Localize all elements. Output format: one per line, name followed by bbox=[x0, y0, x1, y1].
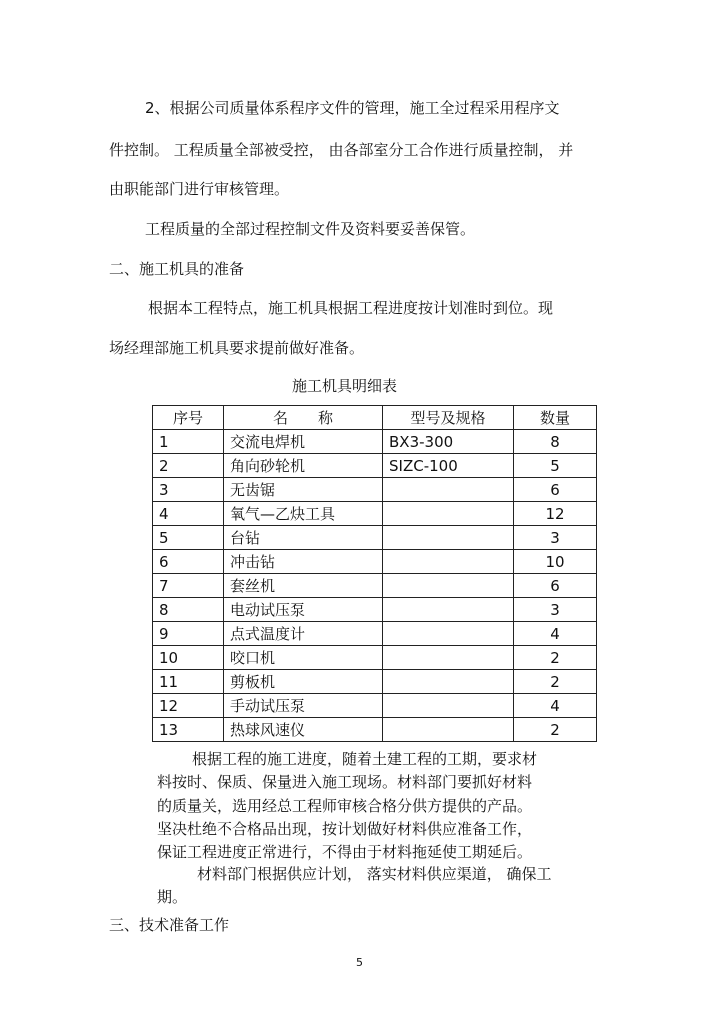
cell-name: 咬口机 bbox=[224, 646, 383, 670]
cell-index: 9 bbox=[153, 622, 224, 646]
cell-model bbox=[383, 526, 514, 550]
cell-quantity: 8 bbox=[514, 430, 597, 454]
cell-index: 4 bbox=[153, 502, 224, 526]
cell-model bbox=[383, 622, 514, 646]
paragraph-line: 根据本工程特点，施工机具根据工程进度按计划准时到位。现 bbox=[148, 299, 554, 317]
table-row bbox=[153, 550, 597, 574]
cell-name: 点式温度计 bbox=[224, 622, 383, 646]
paragraph-line: 期。 bbox=[157, 888, 188, 906]
cell-model bbox=[383, 478, 514, 502]
section-heading: 三、技术准备工作 bbox=[109, 916, 230, 934]
column-header-quantity: 数量 bbox=[514, 406, 597, 430]
table-row bbox=[153, 694, 597, 718]
cell-index: 8 bbox=[153, 598, 224, 622]
table-row bbox=[153, 646, 597, 670]
paragraph-line: 场经理部施工机具要求提前做好准备。 bbox=[109, 339, 365, 357]
cell-name: 手动试压泵 bbox=[224, 694, 383, 718]
table-row bbox=[153, 502, 597, 526]
cell-index: 2 bbox=[153, 454, 224, 478]
paragraph-line: 坚决杜绝不合格品出现，按计划做好材料供应准备工作， bbox=[157, 820, 533, 838]
cell-index: 5 bbox=[153, 526, 224, 550]
page-number: 5 bbox=[356, 956, 363, 969]
paragraph-line: 件控制。 工程质量全部被受控， 由各部室分工合作进行质量控制， 并 bbox=[109, 141, 574, 159]
cell-name: 剪板机 bbox=[224, 670, 383, 694]
paragraph-line: 2、根据公司质量体系程序文件的管理，施工全过程采用程序文 bbox=[145, 99, 560, 117]
cell-model bbox=[383, 598, 514, 622]
table-row bbox=[153, 670, 597, 694]
cell-index: 12 bbox=[153, 694, 224, 718]
table-row bbox=[153, 598, 597, 622]
cell-model bbox=[383, 646, 514, 670]
cell-quantity: 2 bbox=[514, 718, 597, 742]
cell-model: SIZC-100 bbox=[383, 454, 514, 478]
cell-name: 台钻 bbox=[224, 526, 383, 550]
table-row bbox=[153, 718, 597, 742]
cell-index: 6 bbox=[153, 550, 224, 574]
cell-index: 11 bbox=[153, 670, 224, 694]
paragraph-line: 工程质量的全部过程控制文件及资料要妥善保管。 bbox=[145, 220, 476, 238]
table-row bbox=[153, 430, 597, 454]
table-row bbox=[153, 574, 597, 598]
cell-model bbox=[383, 670, 514, 694]
table-row bbox=[153, 454, 597, 478]
cell-model bbox=[383, 718, 514, 742]
cell-model bbox=[383, 574, 514, 598]
section-heading: 二、施工机具的准备 bbox=[109, 260, 245, 278]
table-caption: 施工机具明细表 bbox=[292, 377, 398, 395]
cell-model bbox=[383, 694, 514, 718]
table-header-row bbox=[153, 406, 597, 430]
cell-quantity: 2 bbox=[514, 670, 597, 694]
cell-name: 套丝机 bbox=[224, 574, 383, 598]
cell-model bbox=[383, 502, 514, 526]
table-body bbox=[153, 430, 597, 742]
paragraph-line: 保证工程进度正常进行，不得由于材料拖延使工期延后。 bbox=[157, 843, 533, 861]
cell-index: 3 bbox=[153, 478, 224, 502]
column-header-name: 名 称 bbox=[224, 406, 383, 430]
cell-index: 10 bbox=[153, 646, 224, 670]
cell-quantity: 4 bbox=[514, 694, 597, 718]
cell-quantity: 5 bbox=[514, 454, 597, 478]
table-row bbox=[153, 478, 597, 502]
cell-model: BX3-300 bbox=[383, 430, 514, 454]
paragraph-line: 材料部门根据供应计划， 落实材料供应渠道， 确保工 bbox=[197, 865, 552, 883]
cell-name: 热球风速仪 bbox=[224, 718, 383, 742]
cell-index: 7 bbox=[153, 574, 224, 598]
cell-quantity: 10 bbox=[514, 550, 597, 574]
table-row bbox=[153, 622, 597, 646]
cell-index: 13 bbox=[153, 718, 224, 742]
cell-model bbox=[383, 550, 514, 574]
cell-quantity: 2 bbox=[514, 646, 597, 670]
table-row bbox=[153, 526, 597, 550]
cell-index: 1 bbox=[153, 430, 224, 454]
cell-name: 交流电焊机 bbox=[224, 430, 383, 454]
paragraph-line: 的质量关，选用经总工程师审核合格分供方提供的产品。 bbox=[157, 797, 533, 815]
column-header-index: 序号 bbox=[153, 406, 224, 430]
cell-name: 氧气—乙炔工具 bbox=[224, 502, 383, 526]
column-header-model: 型号及规格 bbox=[383, 406, 514, 430]
cell-quantity: 6 bbox=[514, 478, 597, 502]
cell-name: 冲击钻 bbox=[224, 550, 383, 574]
cell-name: 角向砂轮机 bbox=[224, 454, 383, 478]
cell-quantity: 3 bbox=[514, 598, 597, 622]
cell-quantity: 12 bbox=[514, 502, 597, 526]
paragraph-line: 由职能部门进行审核管理。 bbox=[109, 180, 290, 198]
cell-name: 无齿锯 bbox=[224, 478, 383, 502]
equipment-table bbox=[152, 405, 597, 742]
cell-quantity: 3 bbox=[514, 526, 597, 550]
paragraph-line: 料按时、保质、保量进入施工现场。材料部门要抓好材料 bbox=[157, 773, 533, 791]
paragraph-line: 根据工程的施工进度，随着土建工程的工期，要求材 bbox=[192, 750, 538, 768]
cell-quantity: 6 bbox=[514, 574, 597, 598]
cell-quantity: 4 bbox=[514, 622, 597, 646]
cell-name: 电动试压泵 bbox=[224, 598, 383, 622]
